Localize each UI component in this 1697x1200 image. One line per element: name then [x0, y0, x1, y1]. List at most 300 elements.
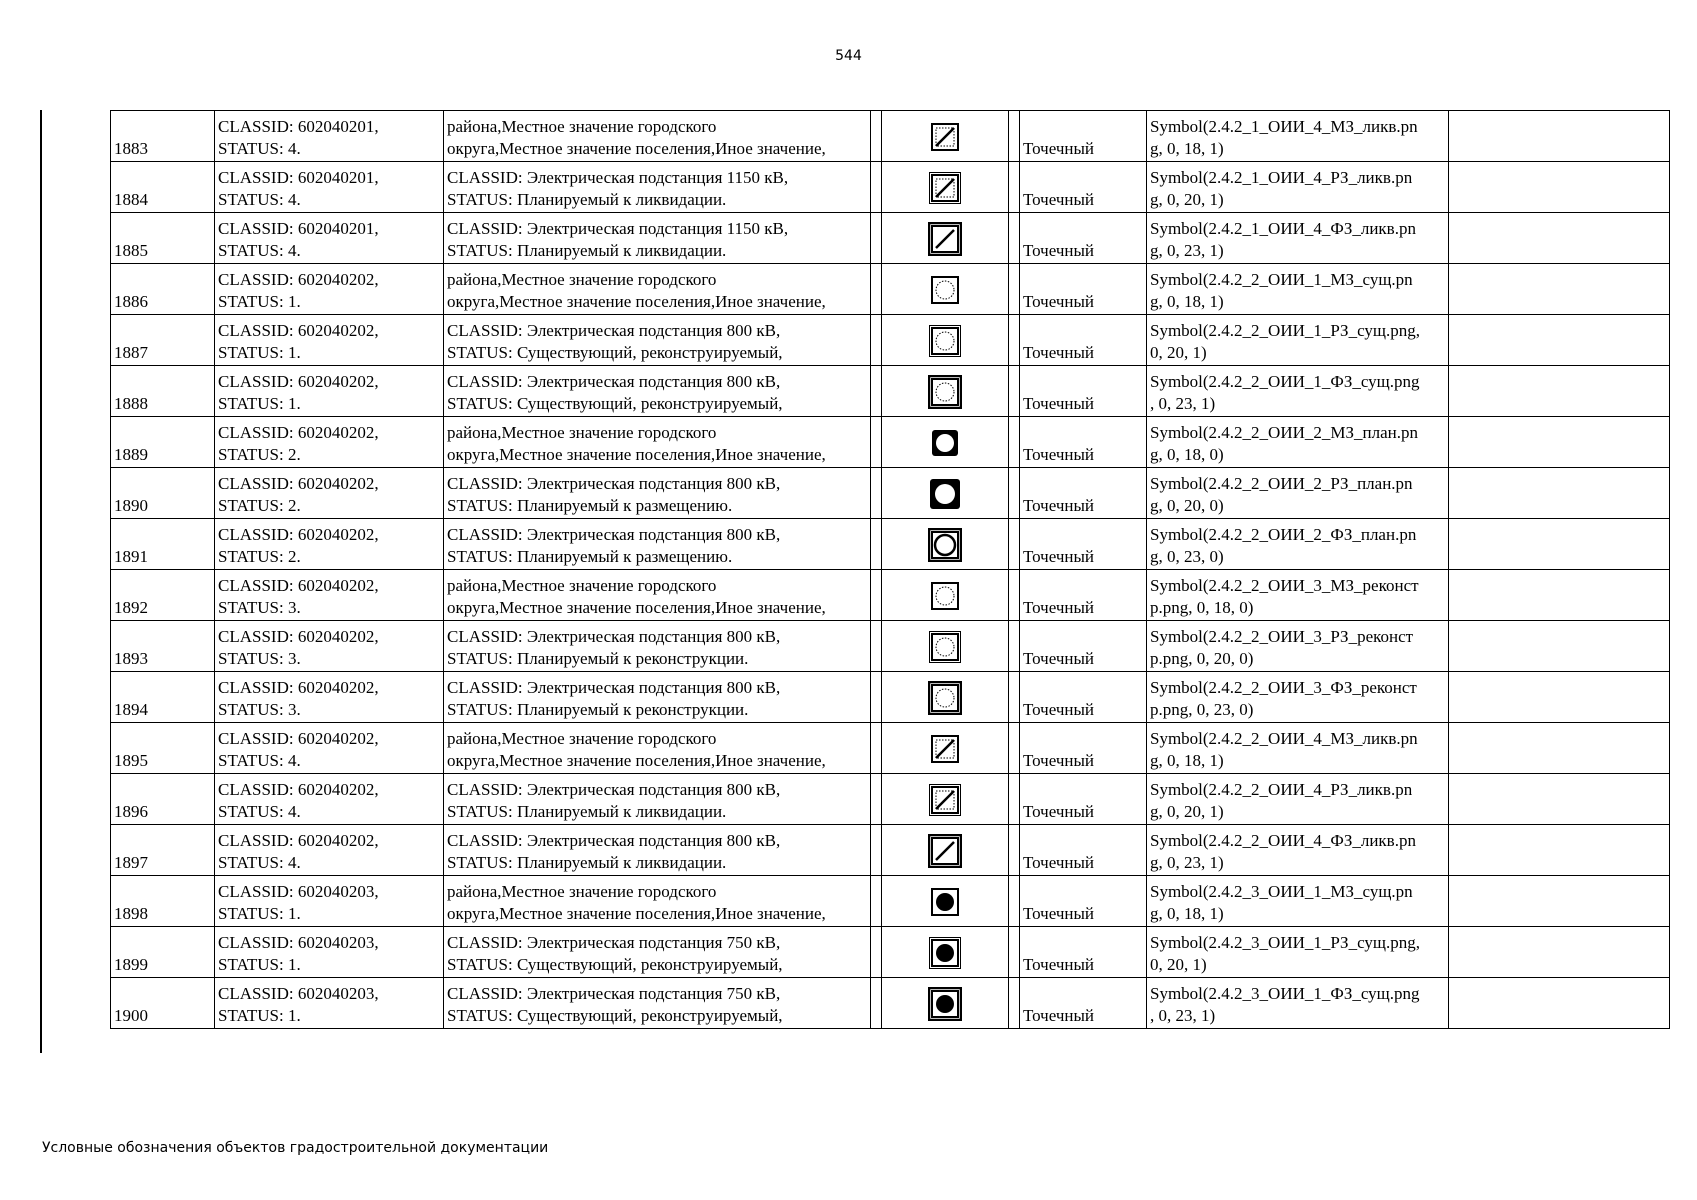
geometry-type-text: Точечный	[1023, 394, 1095, 413]
geometry-type-text: Точечный	[1023, 751, 1095, 770]
description-line-2: STATUS: Планируемый к реконструкции.	[447, 700, 749, 719]
geometry-type-cell	[1020, 825, 1147, 876]
square-circle-double-icon	[928, 630, 962, 664]
symbol-ref-line-2: g, 0, 20, 0)	[1150, 496, 1224, 515]
description-line-2: STATUS: Планируемый к ликвидации.	[447, 802, 727, 821]
row-number-text: 1894	[114, 700, 148, 719]
symbol-cell	[882, 978, 1009, 1029]
table-row	[111, 315, 1670, 366]
geometry-type-cell	[1020, 978, 1147, 1029]
geometry-type-cell	[1020, 162, 1147, 213]
status-line: STATUS: 3.	[218, 598, 301, 617]
symbol-cell	[882, 876, 1009, 927]
column-gap	[1009, 315, 1020, 366]
column-gap	[871, 417, 882, 468]
square-slash-icon	[928, 732, 962, 766]
table-row	[111, 417, 1670, 468]
classid-line: CLASSID: 602040201,	[218, 117, 379, 136]
description-line-2: STATUS: Планируемый к ликвидации.	[447, 241, 727, 260]
page-number: 544	[835, 48, 862, 64]
column-gap	[1009, 621, 1020, 672]
classid-cell	[215, 468, 444, 519]
table-row	[111, 876, 1670, 927]
symbol-ref-line-2: g, 0, 23, 1)	[1150, 241, 1224, 260]
description-cell	[444, 570, 871, 621]
square-circle-bold-icon	[928, 375, 962, 409]
table-row	[111, 519, 1670, 570]
classid-cell	[215, 825, 444, 876]
column-gap	[1009, 264, 1020, 315]
description-cell	[444, 519, 871, 570]
column-gap	[1009, 417, 1020, 468]
symbol-ref-line-2: 0, 20, 1)	[1150, 955, 1207, 974]
table-row	[111, 468, 1670, 519]
geometry-type-cell	[1020, 876, 1147, 927]
geometry-type-cell	[1020, 417, 1147, 468]
status-line: STATUS: 4.	[218, 139, 301, 158]
description-line-1: CLASSID: Электрическая подстанция 800 кВ,	[447, 525, 781, 544]
table-row	[111, 621, 1670, 672]
row-number	[111, 315, 215, 366]
row-number-text: 1887	[114, 343, 148, 362]
column-gap	[871, 315, 882, 366]
classid-cell	[215, 111, 444, 162]
symbol-cell	[882, 264, 1009, 315]
row-number-text: 1899	[114, 955, 148, 974]
square-slash-bold-icon	[928, 834, 962, 868]
column-gap	[1009, 774, 1020, 825]
status-line: STATUS: 1.	[218, 904, 301, 923]
symbol-ref-line-1: Symbol(2.4.2_3_ОИИ_1_МЗ_сущ.pn	[1150, 882, 1413, 901]
row-number-text: 1897	[114, 853, 148, 872]
description-line-1: района,Местное значение городского	[447, 576, 717, 595]
row-number	[111, 978, 215, 1029]
table-row	[111, 927, 1670, 978]
symbol-ref-cell	[1147, 213, 1449, 264]
geometry-type-cell	[1020, 111, 1147, 162]
symbol-ref-line-1: Symbol(2.4.2_2_ОИИ_3_МЗ_реконст	[1150, 576, 1419, 595]
description-line-2: STATUS: Существующий, реконструируемый,	[447, 394, 783, 413]
description-line-1: CLASSID: Электрическая подстанция 800 кВ,	[447, 321, 781, 340]
symbol-cell	[882, 927, 1009, 978]
empty-cell	[1449, 468, 1670, 519]
symbol-ref-cell	[1147, 315, 1449, 366]
page-footer: Условные обозначения объектов градостроительной документации	[42, 1140, 549, 1156]
empty-cell	[1449, 672, 1670, 723]
column-gap	[871, 366, 882, 417]
status-line: STATUS: 1.	[218, 343, 301, 362]
square-slash-double-icon	[928, 171, 962, 205]
column-gap	[1009, 162, 1020, 213]
symbol-ref-line-1: Symbol(2.4.2_3_ОИИ_1_ФЗ_сущ.png	[1150, 984, 1420, 1003]
row-number	[111, 825, 215, 876]
symbol-ref-line-2: g, 0, 18, 1)	[1150, 904, 1224, 923]
row-number	[111, 162, 215, 213]
geometry-type-text: Точечный	[1023, 853, 1095, 872]
description-cell	[444, 825, 871, 876]
symbol-ref-cell	[1147, 825, 1449, 876]
symbol-ref-line-1: Symbol(2.4.2_2_ОИИ_3_ФЗ_реконст	[1150, 678, 1417, 697]
description-cell	[444, 417, 871, 468]
classid-line: CLASSID: 602040203,	[218, 984, 379, 1003]
empty-cell	[1449, 723, 1670, 774]
geometry-type-text: Точечный	[1023, 904, 1095, 923]
column-gap	[1009, 723, 1020, 774]
classid-cell	[215, 723, 444, 774]
symbol-ref-line-1: Symbol(2.4.2_3_ОИИ_1_РЗ_сущ.png,	[1150, 933, 1420, 952]
column-gap	[1009, 978, 1020, 1029]
geometry-type-text: Точечный	[1023, 445, 1095, 464]
geometry-type-text: Точечный	[1023, 139, 1095, 158]
column-gap	[871, 978, 882, 1029]
column-gap	[1009, 927, 1020, 978]
classid-line: CLASSID: 602040202,	[218, 576, 379, 595]
symbol-ref-line-1: Symbol(2.4.2_2_ОИИ_1_РЗ_сущ.png,	[1150, 321, 1420, 340]
geometry-type-cell	[1020, 519, 1147, 570]
description-cell	[444, 315, 871, 366]
row-number-text: 1884	[114, 190, 148, 209]
symbol-ref-line-2: g, 0, 20, 1)	[1150, 802, 1224, 821]
geometry-type-text: Точечный	[1023, 241, 1095, 260]
symbol-ref-cell	[1147, 723, 1449, 774]
symbol-ref-line-1: Symbol(2.4.2_1_ОИИ_4_МЗ_ликв.pn	[1150, 117, 1418, 136]
column-gap	[871, 570, 882, 621]
empty-cell	[1449, 111, 1670, 162]
symbol-ref-line-2: g, 0, 18, 1)	[1150, 751, 1224, 770]
symbol-ref-cell	[1147, 672, 1449, 723]
description-cell	[444, 621, 871, 672]
row-number	[111, 264, 215, 315]
symbol-cell	[882, 774, 1009, 825]
empty-cell	[1449, 978, 1670, 1029]
empty-cell	[1449, 621, 1670, 672]
classid-line: CLASSID: 602040202,	[218, 525, 379, 544]
description-line-2: STATUS: Существующий, реконструируемый,	[447, 955, 783, 974]
description-line-1: района,Местное значение городского	[447, 117, 717, 136]
column-gap	[871, 468, 882, 519]
classid-line: CLASSID: 602040201,	[218, 168, 379, 187]
classid-line: CLASSID: 602040202,	[218, 474, 379, 493]
column-gap	[871, 213, 882, 264]
classid-line: CLASSID: 602040203,	[218, 933, 379, 952]
classid-cell	[215, 978, 444, 1029]
column-gap	[871, 774, 882, 825]
symbol-ref-line-2: g, 0, 23, 1)	[1150, 853, 1224, 872]
row-number	[111, 213, 215, 264]
symbol-ref-line-1: Symbol(2.4.2_2_ОИИ_1_МЗ_сущ.pn	[1150, 270, 1413, 289]
status-line: STATUS: 1.	[218, 394, 301, 413]
column-gap	[1009, 672, 1020, 723]
description-cell	[444, 672, 871, 723]
row-number-text: 1890	[114, 496, 148, 515]
symbol-cell	[882, 468, 1009, 519]
empty-cell	[1449, 876, 1670, 927]
symbol-ref-line-1: Symbol(2.4.2_2_ОИИ_2_РЗ_план.pn	[1150, 474, 1413, 493]
classid-line: CLASSID: 602040202,	[218, 678, 379, 697]
geometry-type-cell	[1020, 621, 1147, 672]
symbol-ref-cell	[1147, 774, 1449, 825]
geometry-type-text: Точечный	[1023, 496, 1095, 515]
column-gap	[871, 876, 882, 927]
classid-cell	[215, 315, 444, 366]
classid-cell	[215, 366, 444, 417]
classid-cell	[215, 927, 444, 978]
symbol-ref-cell	[1147, 111, 1449, 162]
classid-cell	[215, 213, 444, 264]
square-filled-circle-double-icon	[928, 936, 962, 970]
square-dotted-circle-icon	[928, 579, 962, 613]
description-line-1: CLASSID: Электрическая подстанция 1150 кВ,	[447, 168, 789, 187]
description-cell	[444, 723, 871, 774]
classid-cell	[215, 417, 444, 468]
description-line-2: STATUS: Существующий, реконструируемый,	[447, 1006, 783, 1025]
geometry-type-text: Точечный	[1023, 292, 1095, 311]
classid-cell	[215, 162, 444, 213]
empty-cell	[1449, 315, 1670, 366]
symbol-cell	[882, 825, 1009, 876]
symbol-ref-line-2: g, 0, 20, 1)	[1150, 190, 1224, 209]
geometry-type-cell	[1020, 315, 1147, 366]
geometry-type-text: Точечный	[1023, 802, 1095, 821]
geometry-type-cell	[1020, 672, 1147, 723]
square-filled-circle-icon	[928, 885, 962, 919]
square-slash-bold-icon	[928, 222, 962, 256]
left-margin-rule	[40, 110, 42, 1053]
row-number-text: 1885	[114, 241, 148, 260]
geometry-type-cell	[1020, 774, 1147, 825]
symbol-cell	[882, 162, 1009, 213]
row-number	[111, 366, 215, 417]
status-line: STATUS: 2.	[218, 496, 301, 515]
symbol-ref-cell	[1147, 519, 1449, 570]
symbol-ref-cell	[1147, 570, 1449, 621]
symbol-ref-line-1: Symbol(2.4.2_1_ОИИ_4_ФЗ_ликв.pn	[1150, 219, 1416, 238]
row-number-text: 1898	[114, 904, 148, 923]
symbol-cell	[882, 111, 1009, 162]
description-line-1: CLASSID: Электрическая подстанция 800 кВ,	[447, 474, 781, 493]
geometry-type-cell	[1020, 570, 1147, 621]
classid-cell	[215, 774, 444, 825]
classid-line: CLASSID: 602040203,	[218, 882, 379, 901]
row-number-text: 1893	[114, 649, 148, 668]
symbol-cell	[882, 213, 1009, 264]
description-cell	[444, 468, 871, 519]
symbol-ref-line-2: g, 0, 23, 0)	[1150, 547, 1224, 566]
symbol-ref-line-2: р.png, 0, 18, 0)	[1150, 598, 1254, 617]
status-line: STATUS: 1.	[218, 955, 301, 974]
row-number-text: 1892	[114, 598, 148, 617]
description-line-1: района,Местное значение городского	[447, 423, 717, 442]
description-line-2: округа,Местное значение поселения,Иное значение,	[447, 445, 826, 464]
description-line-1: района,Местное значение городского	[447, 882, 717, 901]
row-number-text: 1888	[114, 394, 148, 413]
description-line-1: CLASSID: Электрическая подстанция 1150 кВ,	[447, 219, 789, 238]
symbol-ref-line-1: Symbol(2.4.2_2_ОИИ_4_РЗ_ликв.pn	[1150, 780, 1413, 799]
classid-line: CLASSID: 602040202,	[218, 270, 379, 289]
filled-square-circle-large-icon	[928, 477, 962, 511]
description-line-2: округа,Местное значение поселения,Иное значение,	[447, 751, 826, 770]
classid-line: CLASSID: 602040202,	[218, 423, 379, 442]
description-line-2: STATUS: Планируемый к реконструкции.	[447, 649, 749, 668]
symbols-table-body	[111, 111, 1670, 1029]
row-number-text: 1895	[114, 751, 148, 770]
symbol-ref-line-1: Symbol(2.4.2_2_ОИИ_2_ФЗ_план.pn	[1150, 525, 1417, 544]
column-gap	[871, 825, 882, 876]
symbol-ref-line-1: Symbol(2.4.2_1_ОИИ_4_РЗ_ликв.pn	[1150, 168, 1413, 187]
geometry-type-text: Точечный	[1023, 343, 1095, 362]
square-dotted-circle-icon	[928, 273, 962, 307]
empty-cell	[1449, 264, 1670, 315]
empty-cell	[1449, 570, 1670, 621]
symbols-table	[110, 110, 1670, 1029]
description-line-1: CLASSID: Электрическая подстанция 800 кВ,	[447, 780, 781, 799]
column-gap	[1009, 468, 1020, 519]
column-gap	[871, 519, 882, 570]
description-line-2: STATUS: Планируемый к размещению.	[447, 547, 733, 566]
row-number	[111, 468, 215, 519]
square-circle-heavy-icon	[928, 528, 962, 562]
symbol-ref-line-2: g, 0, 18, 1)	[1150, 139, 1224, 158]
table-row	[111, 978, 1670, 1029]
status-line: STATUS: 1.	[218, 292, 301, 311]
description-line-2: округа,Местное значение поселения,Иное значение,	[447, 292, 826, 311]
empty-cell	[1449, 825, 1670, 876]
symbol-ref-line-1: Symbol(2.4.2_2_ОИИ_4_ФЗ_ликв.pn	[1150, 831, 1416, 850]
symbol-ref-line-1: Symbol(2.4.2_2_ОИИ_3_РЗ_реконст	[1150, 627, 1414, 646]
table-row	[111, 366, 1670, 417]
description-line-2: STATUS: Планируемый к ликвидации.	[447, 853, 727, 872]
symbol-ref-cell	[1147, 417, 1449, 468]
column-gap	[871, 723, 882, 774]
row-number	[111, 519, 215, 570]
symbol-cell	[882, 519, 1009, 570]
row-number	[111, 111, 215, 162]
row-number	[111, 621, 215, 672]
filled-square-circle-icon	[928, 426, 962, 460]
empty-cell	[1449, 927, 1670, 978]
classid-line: CLASSID: 602040202,	[218, 729, 379, 748]
column-gap	[871, 111, 882, 162]
row-number	[111, 927, 215, 978]
description-line-2: округа,Местное значение поселения,Иное значение,	[447, 139, 826, 158]
description-cell	[444, 264, 871, 315]
symbol-ref-line-1: Symbol(2.4.2_2_ОИИ_4_МЗ_ликв.pn	[1150, 729, 1418, 748]
row-number	[111, 876, 215, 927]
table-row	[111, 162, 1670, 213]
empty-cell	[1449, 366, 1670, 417]
classid-cell	[215, 570, 444, 621]
description-cell	[444, 978, 871, 1029]
column-gap	[871, 264, 882, 315]
description-line-1: района,Местное значение городского	[447, 729, 717, 748]
empty-cell	[1449, 519, 1670, 570]
status-line: STATUS: 3.	[218, 649, 301, 668]
geometry-type-cell	[1020, 213, 1147, 264]
status-line: STATUS: 3.	[218, 700, 301, 719]
table-row	[111, 774, 1670, 825]
symbol-ref-line-2: 0, 20, 1)	[1150, 343, 1207, 362]
row-number	[111, 723, 215, 774]
classid-line: CLASSID: 602040202,	[218, 831, 379, 850]
symbol-cell	[882, 366, 1009, 417]
table-row	[111, 723, 1670, 774]
column-gap	[1009, 366, 1020, 417]
status-line: STATUS: 2.	[218, 445, 301, 464]
description-line-2: STATUS: Планируемый к ликвидации.	[447, 190, 727, 209]
description-line-1: CLASSID: Электрическая подстанция 800 кВ,	[447, 372, 781, 391]
row-number-text: 1883	[114, 139, 148, 158]
description-line-2: STATUS: Существующий, реконструируемый,	[447, 343, 783, 362]
symbol-ref-cell	[1147, 927, 1449, 978]
table-row	[111, 672, 1670, 723]
symbol-ref-line-2: g, 0, 18, 0)	[1150, 445, 1224, 464]
geometry-type-cell	[1020, 723, 1147, 774]
classid-cell	[215, 264, 444, 315]
geometry-type-text: Точечный	[1023, 955, 1095, 974]
row-number	[111, 417, 215, 468]
table-row	[111, 825, 1670, 876]
description-cell	[444, 927, 871, 978]
description-line-1: CLASSID: Электрическая подстанция 750 кВ,	[447, 984, 781, 1003]
description-cell	[444, 876, 871, 927]
geometry-type-text: Точечный	[1023, 598, 1095, 617]
row-number-text: 1891	[114, 547, 148, 566]
geometry-type-text: Точечный	[1023, 1006, 1095, 1025]
status-line: STATUS: 4.	[218, 853, 301, 872]
symbol-cell	[882, 723, 1009, 774]
symbol-cell	[882, 570, 1009, 621]
symbol-ref-cell	[1147, 468, 1449, 519]
classid-line: CLASSID: 602040202,	[218, 372, 379, 391]
status-line: STATUS: 4.	[218, 751, 301, 770]
description-line-1: CLASSID: Электрическая подстанция 750 кВ,	[447, 933, 781, 952]
geometry-type-cell	[1020, 927, 1147, 978]
description-line-2: округа,Местное значение поселения,Иное значение,	[447, 904, 826, 923]
description-line-2: STATUS: Планируемый к размещению.	[447, 496, 733, 515]
empty-cell	[1449, 774, 1670, 825]
description-cell	[444, 213, 871, 264]
geometry-type-cell	[1020, 366, 1147, 417]
description-cell	[444, 111, 871, 162]
symbol-ref-cell	[1147, 621, 1449, 672]
classid-line: CLASSID: 602040202,	[218, 321, 379, 340]
description-line-1: CLASSID: Электрическая подстанция 800 кВ,	[447, 627, 781, 646]
column-gap	[871, 672, 882, 723]
description-line-1: CLASSID: Электрическая подстанция 800 кВ,	[447, 831, 781, 850]
classid-cell	[215, 519, 444, 570]
symbol-ref-line-2: g, 0, 18, 1)	[1150, 292, 1224, 311]
row-number	[111, 570, 215, 621]
column-gap	[1009, 111, 1020, 162]
row-number	[111, 672, 215, 723]
row-number	[111, 774, 215, 825]
row-number-text: 1896	[114, 802, 148, 821]
classid-cell	[215, 876, 444, 927]
symbol-ref-cell	[1147, 978, 1449, 1029]
symbol-ref-cell	[1147, 876, 1449, 927]
symbol-ref-line-2: р.png, 0, 20, 0)	[1150, 649, 1254, 668]
status-line: STATUS: 4.	[218, 241, 301, 260]
symbol-ref-line-2: , 0, 23, 1)	[1150, 394, 1216, 413]
geometry-type-text: Точечный	[1023, 190, 1095, 209]
column-gap	[1009, 570, 1020, 621]
symbol-ref-cell	[1147, 264, 1449, 315]
square-slash-double-icon	[928, 783, 962, 817]
symbol-ref-cell	[1147, 162, 1449, 213]
row-number-text: 1889	[114, 445, 148, 464]
symbol-cell	[882, 621, 1009, 672]
square-circle-bold-icon	[928, 681, 962, 715]
